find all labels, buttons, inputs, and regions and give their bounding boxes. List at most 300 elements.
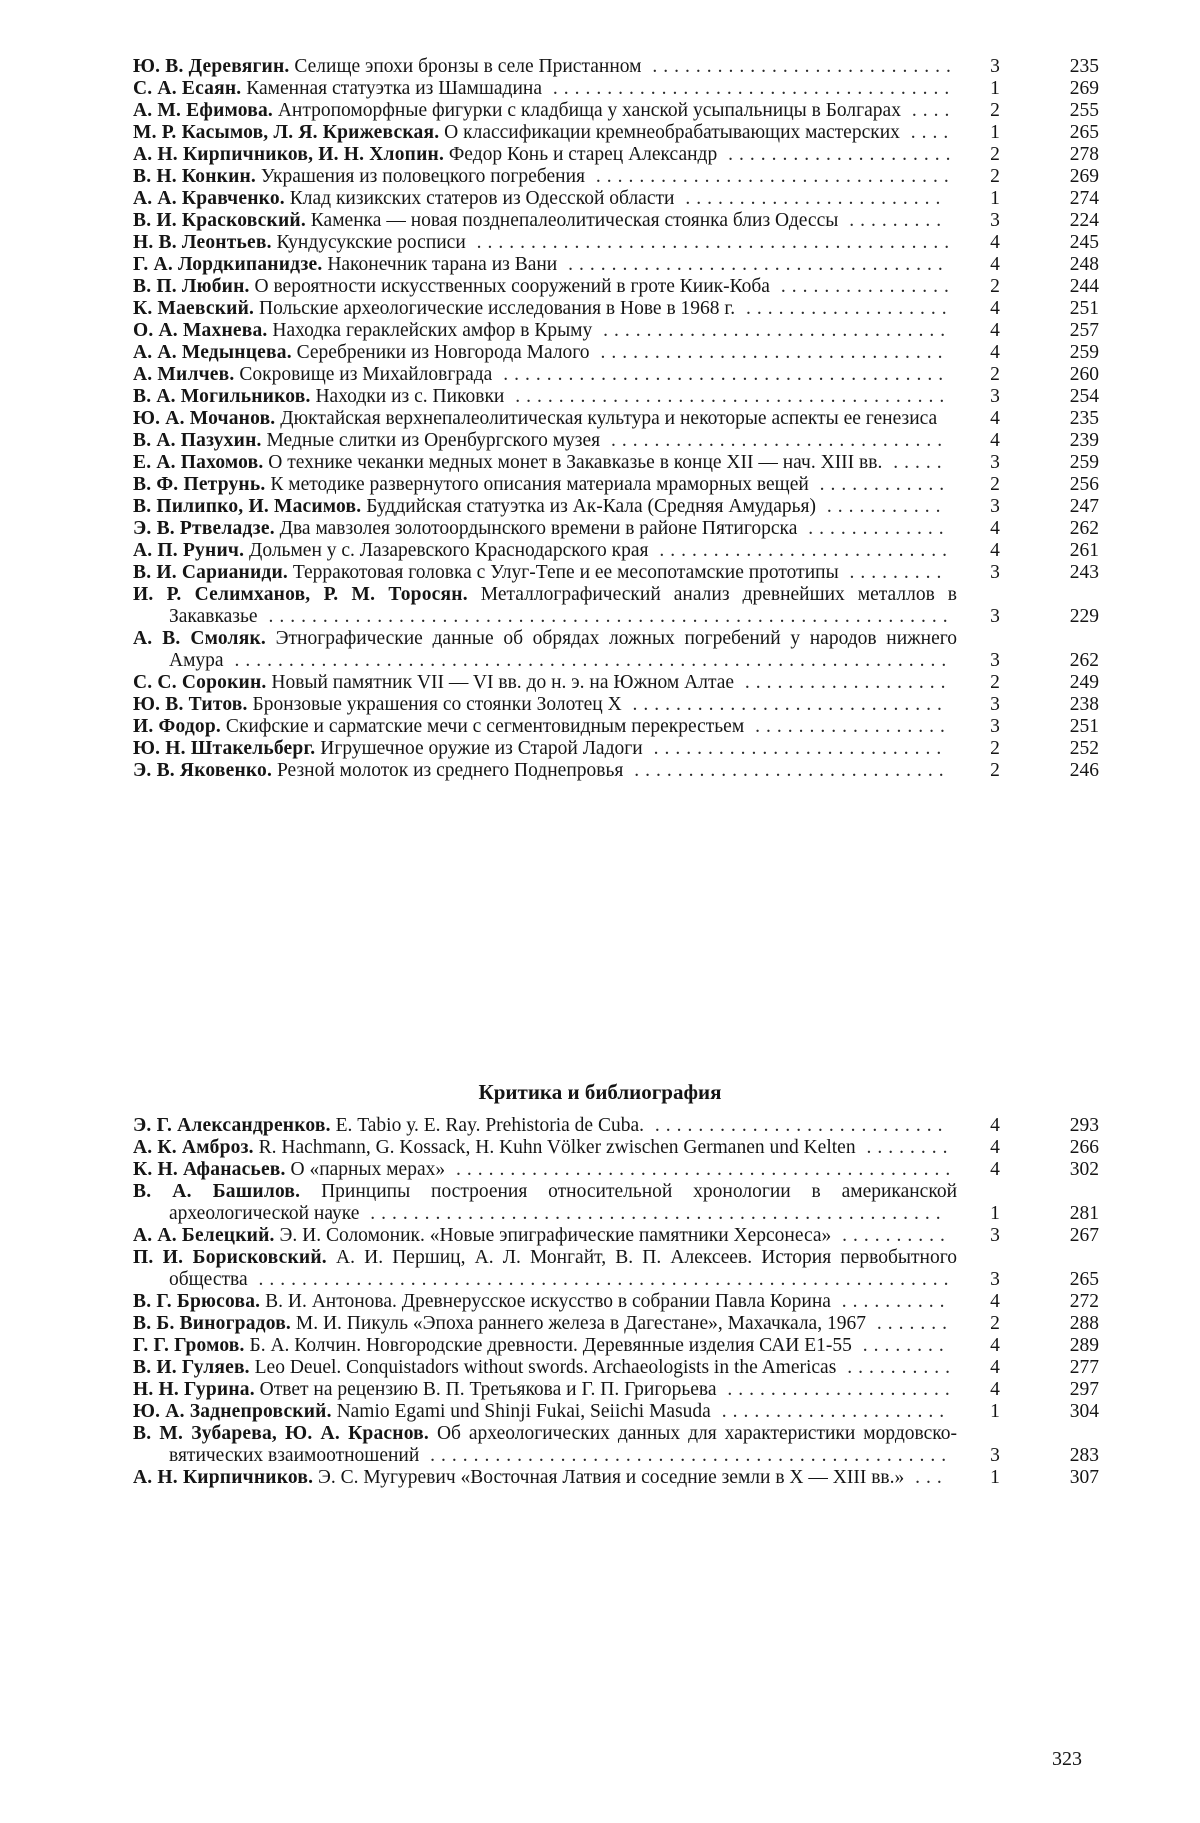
entry-title: Бронзовые украшения со стоянки Золотец X xyxy=(252,694,622,715)
contents-entry xyxy=(133,386,1113,408)
entry-author: А. К. Амброз. xyxy=(133,1137,254,1158)
dot-leader: ............................................ xyxy=(465,232,956,253)
entry-title: Ответ на рецензию В. П. Третьякова и Г. П. Григорьева xyxy=(259,1379,717,1400)
entry-page: 255 xyxy=(1069,100,1099,121)
entry-author: В. Б. Виноградов. xyxy=(133,1313,292,1334)
entry-author: В. Г. Брюсова. xyxy=(133,1291,261,1312)
entry-text xyxy=(133,562,965,584)
entry-page: 269 xyxy=(1069,166,1099,187)
dot-leader: ................... xyxy=(734,672,952,693)
entry-author: А. В. Смоляк. xyxy=(133,628,266,649)
dot-leader: ......................................... xyxy=(492,364,950,385)
dot-leader: ......... xyxy=(838,562,948,583)
entry-volume: 2 xyxy=(990,364,1000,385)
entry-title: Украшения из половецкого погребения xyxy=(260,166,585,187)
contents-entry xyxy=(133,1247,1113,1291)
entry-volume: 4 xyxy=(990,320,1000,341)
contents-entry xyxy=(133,342,1113,364)
entry-page: 277 xyxy=(1069,1357,1099,1378)
entry-text xyxy=(133,342,965,364)
entry-author: О. А. Махнева. xyxy=(133,320,268,341)
entry-volume: 1 xyxy=(990,78,1000,99)
entry-author: Э. Г. Александренков. xyxy=(133,1115,331,1136)
contents-entry xyxy=(133,562,1113,584)
entry-author: А. Н. Кирпичников, И. Н. Хлопин. xyxy=(133,144,445,165)
entry-text xyxy=(133,694,965,716)
entry-page: 269 xyxy=(1069,78,1099,99)
dot-leader: ..................................... xyxy=(542,78,956,99)
entry-author: И. Р. Селимханов, Р. М. Торосян. xyxy=(133,584,468,605)
entry-page: 266 xyxy=(1069,1137,1099,1158)
contents-entry xyxy=(133,56,1113,78)
entry-title: Каменная статуэтка из Шамшадина xyxy=(246,78,542,99)
entry-page: 274 xyxy=(1069,188,1099,209)
entry-title: Два мавзолея золотоордынского времени в районе Пятигорска xyxy=(279,518,798,539)
entry-volume: 3 xyxy=(990,716,1000,737)
contents-entry xyxy=(133,232,1113,254)
entry-title: О классификации кремнеобрабатывающих мастерских xyxy=(444,122,900,143)
entry-volume: 2 xyxy=(990,276,1000,297)
entry-text xyxy=(133,1181,965,1225)
entry-author: В. М. Зубарева, Ю. А. Краснов. xyxy=(133,1423,429,1444)
entry-text xyxy=(133,56,965,78)
entry-text xyxy=(133,188,965,210)
entry-page: 261 xyxy=(1069,540,1099,561)
entry-volume: 4 xyxy=(990,430,1000,451)
dot-leader: ............................. xyxy=(621,694,948,715)
entry-title: Находка гераклейских амфор в Крыму xyxy=(272,320,593,341)
entry-title: Дюктайская верхнепалеолитическая культура и некоторые аспекты ее генезиса xyxy=(280,408,938,429)
entry-volume: 2 xyxy=(990,738,1000,759)
contents-entry xyxy=(133,1159,1113,1181)
entry-page: 235 xyxy=(1069,408,1099,429)
dot-leader: ............ xyxy=(808,474,951,495)
entry-volume: 4 xyxy=(990,1335,1000,1356)
entry-title: Наконечник тарана из Вани xyxy=(327,254,558,275)
entry-page: 248 xyxy=(1069,254,1099,275)
entry-volume: 2 xyxy=(990,1313,1000,1334)
entry-page: 224 xyxy=(1069,210,1099,231)
entry-volume: 1 xyxy=(990,1203,1000,1224)
entry-volume: 4 xyxy=(990,1357,1000,1378)
contents-entry xyxy=(133,78,1113,100)
entry-volume: 4 xyxy=(990,1291,1000,1312)
contents-entry xyxy=(133,254,1113,276)
dot-leader: ........................ xyxy=(674,188,947,209)
entry-text xyxy=(133,408,965,430)
entry-volume: 1 xyxy=(990,1401,1000,1422)
entry-title: Польские археологические исследования в Нове в 1968 г. xyxy=(258,298,736,319)
contents-entry xyxy=(133,430,1113,452)
entry-page: 267 xyxy=(1069,1225,1099,1246)
entry-text xyxy=(133,320,965,342)
entry-title: О технике чеканки медных монет в Закавказье в конце XII — нач. XIII вв. xyxy=(268,452,883,473)
contents-entry xyxy=(133,1137,1113,1159)
entry-text xyxy=(133,474,965,496)
dot-leader: ................................................................ xyxy=(247,1269,955,1290)
entry-page: 239 xyxy=(1069,430,1099,451)
entry-text xyxy=(133,78,965,100)
entry-volume: 3 xyxy=(990,694,1000,715)
entry-author: Г. А. Лордкипанидзе. xyxy=(133,254,323,275)
entry-page: 235 xyxy=(1069,56,1099,77)
entry-text xyxy=(133,518,965,540)
entry-page: 256 xyxy=(1069,474,1099,495)
contents-entry xyxy=(133,738,1113,760)
contents-entry xyxy=(133,716,1113,738)
entry-volume: 3 xyxy=(990,56,1000,77)
section-heading: Критика и библиография xyxy=(478,1080,722,1104)
entry-title: Игрушечное оружие из Старой Ладоги xyxy=(320,738,643,759)
dot-leader: ......... xyxy=(838,210,948,231)
entry-page: 251 xyxy=(1069,716,1099,737)
entry-page: 302 xyxy=(1069,1159,1099,1180)
contents-entry xyxy=(133,452,1113,474)
contents-entry xyxy=(133,1357,1113,1379)
entry-volume: 4 xyxy=(990,408,1000,429)
entry-volume: 1 xyxy=(990,122,1000,143)
dot-leader: ............. xyxy=(797,518,950,539)
dot-leader: ................................................ xyxy=(419,1445,953,1466)
entry-text xyxy=(133,364,965,386)
dot-leader: ............................................................... xyxy=(257,606,954,627)
entry-title: Э. И. Соломоник. «Новые эпиграфические памятники Херсонеса» xyxy=(279,1225,832,1246)
entry-author: В. А. Могильников. xyxy=(133,386,311,407)
contents-list-criticism xyxy=(133,1115,1113,1489)
entry-title: К методике развернутого описания материала мраморных вещей xyxy=(270,474,809,495)
entry-text xyxy=(133,100,965,122)
entry-title: Находки из с. Пиковки xyxy=(315,386,505,407)
entry-title: Селище эпохи бронзы в селе Пристанном xyxy=(294,56,642,77)
page-number: 323 xyxy=(1052,1748,1082,1770)
dot-leader: ..................... xyxy=(717,144,957,165)
entry-title: В. И. Антонова. Древнерусское искусство в собрании Павла Корина xyxy=(265,1291,831,1312)
entry-title: Б. А. Колчин. Новгородские древности. Деревянные изделия САИ Е1-55 xyxy=(249,1335,852,1356)
contents-entry xyxy=(133,122,1113,144)
entry-text xyxy=(133,1313,965,1335)
entry-title: Серебреники из Новгорода Малого xyxy=(296,342,590,363)
entry-text xyxy=(133,452,965,474)
contents-entry xyxy=(133,1313,1113,1335)
entry-title: М. И. Пикуль «Эпоха раннего железа в Дагестане», Махачкала, 1967 xyxy=(295,1313,866,1334)
entry-page: 251 xyxy=(1069,298,1099,319)
entry-volume: 4 xyxy=(990,232,1000,253)
entry-text xyxy=(133,496,965,518)
entry-title: Терракотовая головка с Улуг-Тепе и ее месопотамские прототипы xyxy=(292,562,839,583)
entry-author: Е. А. Пахомов. xyxy=(133,452,264,473)
entry-title: Новый памятник VII — VI вв. до н. э. на Южном Алтае xyxy=(271,672,735,693)
entry-text xyxy=(133,716,965,738)
entry-title: Каменка — новая позднепалеолитическая стоянка близ Одессы xyxy=(310,210,839,231)
entry-page: 293 xyxy=(1069,1115,1099,1136)
entry-text xyxy=(133,210,965,232)
entry-page: 259 xyxy=(1069,342,1099,363)
entry-page: 281 xyxy=(1069,1203,1099,1224)
entry-page: 229 xyxy=(1069,606,1099,627)
entry-volume: 2 xyxy=(990,672,1000,693)
dot-leader: ................... xyxy=(735,298,953,319)
contents-entry xyxy=(133,144,1113,166)
entry-page: 257 xyxy=(1069,320,1099,341)
entry-author: Н. Н. Гурина. xyxy=(133,1379,255,1400)
entry-page: 260 xyxy=(1069,364,1099,385)
entry-page: 245 xyxy=(1069,232,1099,253)
contents-entry xyxy=(133,628,1113,672)
dot-leader: ................................. xyxy=(584,166,955,187)
dot-leader: .................................................................. xyxy=(223,650,953,671)
dot-leader: ..... xyxy=(882,452,948,473)
entry-title: Об археологических данных для характеристики мордовско-вятических взаимоотношений xyxy=(169,1423,958,1466)
entry-page: 243 xyxy=(1069,562,1099,583)
entry-title: Принципы построения относительной хронологии в американской археологической науке xyxy=(169,1181,958,1224)
entry-text xyxy=(133,166,965,188)
entry-author: Ю. Н. Штакельберг. xyxy=(133,738,316,759)
entry-author: А. Н. Кирпичников. xyxy=(133,1467,314,1488)
entry-volume: 4 xyxy=(990,1379,1000,1400)
dot-leader: ................................ xyxy=(589,342,949,363)
entry-text xyxy=(133,1159,965,1181)
entry-title: Сокровище из Михайловграда xyxy=(239,364,493,385)
entry-title: Буддийская статуэтка из Ак-Кала (Средняя Амударья) xyxy=(366,496,816,517)
entry-text xyxy=(133,298,965,320)
dot-leader: ..................... xyxy=(716,1379,956,1400)
entry-volume: 3 xyxy=(990,1269,1000,1290)
entry-volume: 3 xyxy=(990,386,1000,407)
entry-volume: 3 xyxy=(990,496,1000,517)
entry-author: В. Н. Конкин. xyxy=(133,166,257,187)
entry-volume: 3 xyxy=(990,210,1000,231)
dot-leader: ........ xyxy=(855,1137,954,1158)
entry-volume: 4 xyxy=(990,342,1000,363)
entry-page: 262 xyxy=(1069,518,1099,539)
entry-title: Этнографические данные об обрядах ложных погребений у народов нижнего Амура xyxy=(169,628,957,671)
entry-title: Э. С. Мугуревич «Восточная Латвия и соседние земли в X — XIII вв.» xyxy=(318,1467,905,1488)
entry-volume: 4 xyxy=(990,1115,1000,1136)
entry-page: 272 xyxy=(1069,1291,1099,1312)
entry-volume: 1 xyxy=(990,1467,1000,1488)
entry-author: В. П. Любин. xyxy=(133,276,250,297)
contents-entry xyxy=(133,210,1113,232)
entry-volume: 2 xyxy=(990,474,1000,495)
entry-title: R. Hachmann, G. Kossack, H. Kuhn Völker zwischen Germanen und Kelten xyxy=(258,1137,856,1158)
entry-page: 304 xyxy=(1069,1401,1099,1422)
entry-author: В. И. Гуляев. xyxy=(133,1357,250,1378)
entry-text xyxy=(133,1357,965,1379)
entry-text xyxy=(133,1115,965,1137)
entry-author: И. Фодор. xyxy=(133,716,221,737)
entry-text xyxy=(133,430,965,452)
entry-title: Антропоморфные фигурки с кладбища у ханской усыпальницы в Болгарах xyxy=(277,100,901,121)
entry-title: Кундусукские росписи xyxy=(276,232,466,253)
entry-author: Э. В. Яковенко. xyxy=(133,760,273,781)
entry-title: Namio Egami und Shinji Fukai, Seiichi Masuda xyxy=(336,1401,711,1422)
entry-title: О вероятности искусственных сооружений в гроте Киик-Коба xyxy=(254,276,770,297)
contents-entry xyxy=(133,1401,1113,1423)
entry-author: С. С. Сорокин. xyxy=(133,672,267,693)
entry-author: В. Пилипко, И. Масимов. xyxy=(133,496,362,517)
entry-author: В. Ф. Петрунь. xyxy=(133,474,266,495)
entry-volume: 4 xyxy=(990,298,1000,319)
dot-leader: .... xyxy=(900,100,956,121)
entry-title: Медные слитки из Оренбургского музея xyxy=(266,430,601,451)
entry-title: Дольмен у с. Лазаревского Краснодарского края xyxy=(249,540,649,561)
dot-leader: .............................................. xyxy=(445,1159,957,1180)
entry-volume: 4 xyxy=(990,518,1000,539)
entry-title: Федор Конь и старец Александр xyxy=(448,144,718,165)
dot-leader: ... xyxy=(904,1467,948,1488)
entry-page: 247 xyxy=(1069,496,1099,517)
entry-text xyxy=(133,1225,965,1247)
entry-author: К. Н. Афанасьев. xyxy=(133,1159,286,1180)
entry-title: Е. Tabio у. E. Ray. Prehistoria de Cuba. xyxy=(335,1115,645,1136)
contents-entry xyxy=(133,276,1113,298)
entry-volume: 4 xyxy=(990,1137,1000,1158)
entry-title: Клад кизикских статеров из Одесской области xyxy=(289,188,675,209)
entry-title: Резной молоток из среднего Поднепровья xyxy=(276,760,624,781)
dot-leader: .................. xyxy=(744,716,951,737)
entry-text xyxy=(133,1401,965,1423)
entry-volume: 3 xyxy=(990,562,1000,583)
entry-title: Leo Deuel. Conquistadors without swords. Archaeologists in the Americas xyxy=(254,1357,837,1378)
contents-entry xyxy=(133,694,1113,716)
entry-text xyxy=(133,1137,965,1159)
entry-volume: 3 xyxy=(990,650,1000,671)
entry-volume: 3 xyxy=(990,606,1000,627)
entry-text xyxy=(133,628,965,672)
entry-author: В. И. Сарианиди. xyxy=(133,562,288,583)
entry-text xyxy=(133,1335,965,1357)
dot-leader: ................................... xyxy=(557,254,949,275)
entry-text xyxy=(133,122,965,144)
entry-volume: 2 xyxy=(990,166,1000,187)
entry-author: Ю. А. Мочанов. xyxy=(133,408,276,429)
dot-leader: ............................. xyxy=(623,760,950,781)
entry-author: А. А. Кравченко. xyxy=(133,188,285,209)
entry-author: Н. В. Леонтьев. xyxy=(133,232,272,253)
entry-text xyxy=(133,1379,965,1401)
contents-entry xyxy=(133,166,1113,188)
entry-text xyxy=(133,386,965,408)
contents-entry xyxy=(133,1423,1113,1467)
entry-page: 288 xyxy=(1069,1313,1099,1334)
contents-entry xyxy=(133,518,1113,540)
dot-leader: .......... xyxy=(836,1357,956,1378)
entry-author: В. А. Башилов. xyxy=(133,1181,301,1202)
entry-author: К. Маевский. xyxy=(133,298,255,319)
entry-page: 265 xyxy=(1069,1269,1099,1290)
entry-text xyxy=(133,1291,965,1313)
entry-author: А. А. Белецкий. xyxy=(133,1225,275,1246)
contents-entry xyxy=(133,1115,1113,1137)
entry-volume: 2 xyxy=(990,144,1000,165)
entry-volume: 3 xyxy=(990,1225,1000,1246)
contents-entry xyxy=(133,540,1113,562)
entry-author: Э. В. Ртвеладзе. xyxy=(133,518,275,539)
entry-author: А. Милчев. xyxy=(133,364,235,385)
entry-author: Ю. В. Деревягин. xyxy=(133,56,290,77)
dot-leader: ..................................................... xyxy=(359,1203,947,1224)
entry-page: 254 xyxy=(1069,386,1099,407)
entry-text xyxy=(133,760,965,782)
dot-leader: ............................... xyxy=(600,430,949,451)
entry-text xyxy=(133,1467,965,1489)
contents-entry xyxy=(133,474,1113,496)
contents-entry xyxy=(133,496,1113,518)
entry-title: А. И. Першиц, А. Л. Монгайт, В. П. Алексеев. История первобытного общества xyxy=(169,1247,957,1290)
dot-leader: ..................... xyxy=(710,1401,951,1422)
entry-page: 246 xyxy=(1069,760,1099,781)
entry-text xyxy=(133,254,965,276)
entry-author: А. А. Медынцева. xyxy=(133,342,292,363)
entry-page: 238 xyxy=(1069,694,1099,715)
entry-author: М. Р. Касымов, Л. Я. Крижевская. xyxy=(133,122,440,143)
entry-text xyxy=(133,540,965,562)
entry-page: 289 xyxy=(1069,1335,1099,1356)
contents-entry xyxy=(133,364,1113,386)
entry-title: О «парных мерах» xyxy=(290,1159,446,1180)
entry-text xyxy=(133,584,965,628)
contents-entry xyxy=(133,188,1113,210)
entry-text xyxy=(133,1423,965,1467)
entry-author: В. И. Красковский. xyxy=(133,210,306,231)
dot-leader: ............................ xyxy=(641,56,957,77)
contents-entry xyxy=(133,584,1113,628)
dot-leader: ........................... xyxy=(644,1115,949,1136)
entry-volume: 1 xyxy=(990,188,1000,209)
entry-page: 249 xyxy=(1069,672,1099,693)
contents-entry xyxy=(133,1291,1113,1313)
contents-entry xyxy=(133,1335,1113,1357)
contents-entry xyxy=(133,320,1113,342)
contents-entry xyxy=(133,1379,1113,1401)
entry-volume: 3 xyxy=(990,1445,1000,1466)
entry-author: А. М. Ефимова. xyxy=(133,100,273,121)
entry-text xyxy=(133,144,965,166)
entry-page: 283 xyxy=(1069,1445,1099,1466)
dot-leader: ....... xyxy=(865,1313,953,1334)
entry-volume: 3 xyxy=(990,452,1000,473)
entry-volume: 2 xyxy=(990,760,1000,781)
contents-entry xyxy=(133,760,1113,782)
entry-page: 278 xyxy=(1069,144,1099,165)
entry-author: П. И. Борисковский. xyxy=(133,1247,327,1268)
dot-leader: ........................................ xyxy=(504,386,951,407)
entry-author: А. П. Рунич. xyxy=(133,540,245,561)
entry-author: В. А. Пазухин. xyxy=(133,430,262,451)
entry-text xyxy=(133,1247,965,1291)
entry-page: 259 xyxy=(1069,452,1099,473)
entry-author: Г. Г. Громов. xyxy=(133,1335,245,1356)
entry-title: Скифские и сарматские мечи с сегментовидным перекрестьем xyxy=(225,716,745,737)
contents-entry xyxy=(133,408,1113,430)
entry-page: 244 xyxy=(1069,276,1099,297)
entry-text xyxy=(133,672,965,694)
dot-leader: ........ xyxy=(851,1335,950,1356)
entry-text xyxy=(133,276,965,298)
dot-leader: ........................... xyxy=(648,540,953,561)
entry-volume: 4 xyxy=(990,1159,1000,1180)
contents-entry xyxy=(133,1225,1113,1247)
entry-text xyxy=(133,738,965,760)
dot-leader: ................ xyxy=(769,276,955,297)
contents-entry xyxy=(133,672,1113,694)
entry-text xyxy=(133,232,965,254)
dot-leader: .......... xyxy=(831,1225,951,1246)
contents-list-articles xyxy=(133,56,1113,782)
entry-page: 307 xyxy=(1069,1467,1099,1488)
entry-author: Ю. А. Заднепровский. xyxy=(133,1401,332,1422)
entry-author: С. А. Есаян. xyxy=(133,78,242,99)
